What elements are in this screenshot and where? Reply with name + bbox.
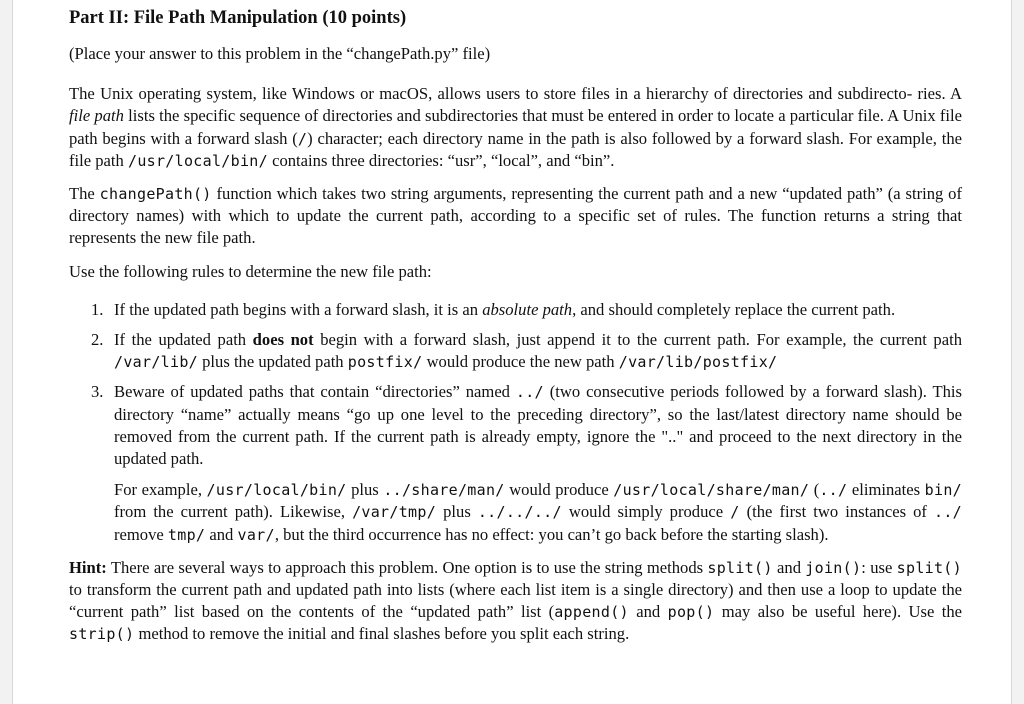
text-run: and [628, 602, 668, 622]
rule-item [69, 329, 962, 373]
code-inline: tmp/ [167, 525, 206, 544]
emphasis-file-path: file path [69, 106, 124, 126]
code-inline: append() [554, 603, 629, 622]
hint-label: Hint: [69, 557, 107, 577]
code-inline: split() [707, 558, 773, 577]
text-run: ) character; each directory name in the path is also followed by a forward slash. For example, the file path [69, 128, 962, 170]
text-run: If the updated path begins with a forward slash, it is an [114, 299, 483, 319]
code-slash: / [297, 129, 308, 148]
text-run: from the current path). Likewise, [114, 502, 353, 522]
rule-item [69, 299, 962, 321]
text-run: may also be useful here). Use the [714, 602, 962, 622]
code-inline: ../share/man/ [383, 481, 505, 500]
rules-intro: Use the following rules to determine the new file path: [69, 261, 432, 281]
code-inline: ../../../ [477, 503, 562, 522]
code-inline: /var/tmp/ [352, 503, 437, 522]
text-run: ( [809, 480, 820, 500]
emphasis-absolute-path: absolute path [482, 299, 573, 319]
code-inline: ../ [819, 481, 848, 500]
rule-item [69, 381, 962, 545]
text-run: would produce the new path [422, 352, 619, 372]
code-dotdot: ../ [515, 383, 544, 402]
text-run: For example, [114, 480, 207, 500]
code-new-path: /var/lib/postfix/ [618, 353, 778, 372]
text-run: plus the updated path [197, 352, 348, 372]
text-run: (two consecutive periods followed by a forward slash). This directory “name” actually means “go up one level to the preceding directory”, so the last/latest directory name should be removed from the current path. If the current path is already empty, ignore the ".." and proceed to the next directory in the updated path. [114, 382, 962, 469]
text-run: lists the specific sequence of directories and subdirectories that must be entered in order to locate a particular file. A Unix file path begins with a forward slash ( [69, 106, 962, 148]
hint-paragraph [69, 557, 962, 646]
text-run: Beware of updated paths that contain “directories” named [114, 382, 516, 402]
text-run: contains three directories: “usr”, “local”, and “bin”. [267, 150, 615, 170]
text-run: The [69, 184, 100, 204]
instruction-text: (Place your answer to this problem in the “changePath.py” file) [69, 44, 491, 63]
text-run: remove [114, 524, 168, 544]
text-run: would simply produce [561, 502, 731, 522]
text-run: eliminates [847, 480, 925, 500]
code-function-name: changePath() [99, 185, 212, 204]
text-run: , and should completely replace the current path. [572, 299, 896, 319]
text-run: There are several ways to approach this problem. One option is to use the string methods [106, 557, 708, 577]
code-path-example: /usr/local/bin/ [127, 151, 268, 170]
rules-list [69, 299, 962, 546]
code-inline: var/ [237, 525, 275, 544]
text-run: If the updated path [114, 330, 253, 350]
function-paragraph [69, 183, 962, 250]
code-inline: split() [896, 558, 962, 577]
section-title: Part II: File Path Manipulation (10 points) [69, 8, 407, 28]
code-inline: / [730, 503, 740, 522]
code-inline: join() [805, 558, 862, 577]
text-run: and [205, 524, 238, 544]
text-run: (the first two instances of [739, 502, 934, 522]
text-run: method to remove the initial and final slashes before you split each string. [134, 624, 630, 644]
rule-number: 1. [91, 299, 104, 319]
text-run: The Unix operating system, like Windows or macOS, allows users to store files in a hierarchy of directories and subdirecto- ries. A [69, 84, 962, 104]
text-run: would produce [504, 480, 614, 500]
document-content [69, 0, 962, 646]
rule-number: 3. [91, 382, 104, 402]
rule-number: 2. [91, 330, 104, 350]
text-run: begin with a forward slash, just append it to the current path. For example, the current path [313, 330, 962, 350]
text-run: plus [346, 480, 384, 500]
text-run: to transform the current path and updated path into lists (where each list item is a single directory) and then use a loop to update the “current path” list based on the contents of the “updated path” list ( [69, 580, 962, 622]
code-inline: /usr/local/bin/ [206, 481, 347, 500]
bold-does-not: does not [252, 330, 314, 350]
text-run: and [772, 557, 806, 577]
rule-example-paragraph [114, 479, 962, 546]
code-inline: bin/ [924, 481, 962, 500]
code-inline: /usr/local/share/man/ [613, 481, 810, 500]
text-run: , but the third occurrence has no effect: you can’t go back before the starting slash). [274, 524, 829, 544]
text-run: function which takes two string arguments, representing the current path and a new “updated path” (a string of directory names) with which to update the current path, according to a specific set of rules. The function returns a string that represents the new file path. [69, 184, 962, 248]
intro-paragraph [69, 83, 962, 172]
code-current-path: /var/lib/ [114, 353, 198, 372]
code-inline: ../ [934, 503, 962, 522]
document-page [12, 0, 1012, 704]
code-updated-path: postfix/ [347, 353, 423, 372]
text-run: : use [861, 557, 897, 577]
text-run: plus [436, 502, 478, 522]
code-inline: strip() [69, 625, 135, 644]
code-inline: pop() [667, 603, 715, 622]
